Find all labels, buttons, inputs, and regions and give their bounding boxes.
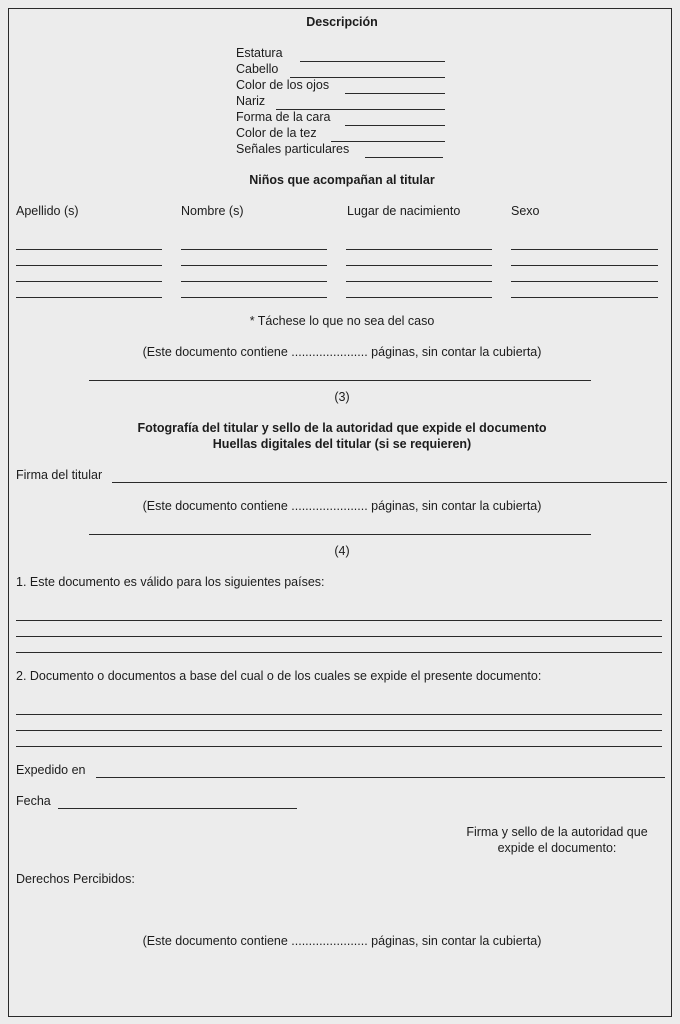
child-row-line[interactable] xyxy=(346,281,492,282)
child-row-line[interactable] xyxy=(511,297,658,298)
child-row-line[interactable] xyxy=(16,297,162,298)
valid-countries-line[interactable] xyxy=(16,636,662,637)
base-documents-line[interactable] xyxy=(16,746,662,747)
pages-note: (Este documento contiene ...................... páginas, sin contar la cubierta) xyxy=(142,499,542,513)
field-label-eye-color: Color de los ojos xyxy=(236,78,330,92)
field-label-hair: Cabello xyxy=(236,62,279,76)
col-birthplace: Lugar de nacimiento xyxy=(347,204,461,218)
signature-line[interactable] xyxy=(112,482,667,483)
child-row-line[interactable] xyxy=(16,249,162,250)
section-divider xyxy=(89,380,591,381)
section-number-4: (4) xyxy=(334,544,350,558)
base-documents-label: 2. Documento o documentos a base del cual o de los cuales se expide el presente documento: xyxy=(16,669,542,683)
child-row-line[interactable] xyxy=(181,281,327,282)
child-row-line[interactable] xyxy=(511,281,658,282)
fingerprint-instruction: Huellas digitales del titular (si se requieren) xyxy=(212,437,472,451)
issued-in-line[interactable] xyxy=(96,777,665,778)
child-row-line[interactable] xyxy=(16,281,162,282)
child-row-line[interactable] xyxy=(181,249,327,250)
signature-label: Firma del titular xyxy=(16,468,103,482)
valid-countries-label: 1. Este documento es válido para los siguientes países: xyxy=(16,575,325,589)
child-row-line[interactable] xyxy=(511,249,658,250)
field-line-height[interactable] xyxy=(300,61,445,62)
children-heading: Niños que acompañan al titular xyxy=(249,173,435,187)
date-label: Fecha xyxy=(16,794,51,808)
pages-note: (Este documento contiene ...................... páginas, sin contar la cubierta) xyxy=(142,934,542,948)
date-line[interactable] xyxy=(58,808,297,809)
section-divider xyxy=(89,534,591,535)
issued-in-label: Expedido en xyxy=(16,763,86,777)
field-label-nose: Nariz xyxy=(236,94,266,108)
strike-note: * Táchese lo que no sea del caso xyxy=(249,314,435,328)
field-label-marks: Señales particulares xyxy=(236,142,350,156)
valid-countries-line[interactable] xyxy=(16,652,662,653)
field-label-complexion: Color de la tez xyxy=(236,126,317,140)
fees-label: Derechos Percibidos: xyxy=(16,872,135,886)
child-row-line[interactable] xyxy=(346,249,492,250)
child-row-line[interactable] xyxy=(181,265,327,266)
description-title: Descripción xyxy=(306,15,378,29)
valid-countries-line[interactable] xyxy=(16,620,662,621)
photo-instruction: Fotografía del titular y sello de la autoridad que expide el documento xyxy=(137,421,547,435)
field-line-eye-color[interactable] xyxy=(345,93,445,94)
field-line-face-shape[interactable] xyxy=(345,125,445,126)
child-row-line[interactable] xyxy=(346,265,492,266)
authority-signature-label: Firma y sello de la autoridad que xyxy=(466,825,648,839)
pages-note: (Este documento contiene ...................... páginas, sin contar la cubierta) xyxy=(142,345,542,359)
field-label-height: Estatura xyxy=(236,46,283,60)
child-row-line[interactable] xyxy=(181,297,327,298)
base-documents-line[interactable] xyxy=(16,714,662,715)
authority-signature-label-2: expide el documento: xyxy=(497,841,617,855)
col-surname: Apellido (s) xyxy=(16,204,79,218)
col-sex: Sexo xyxy=(511,204,540,218)
base-documents-line[interactable] xyxy=(16,730,662,731)
child-row-line[interactable] xyxy=(16,265,162,266)
child-row-line[interactable] xyxy=(511,265,658,266)
field-label-face-shape: Forma de la cara xyxy=(236,110,331,124)
field-line-marks[interactable] xyxy=(365,157,443,158)
child-row-line[interactable] xyxy=(346,297,492,298)
section-number-3: (3) xyxy=(334,390,350,404)
col-name: Nombre (s) xyxy=(181,204,244,218)
